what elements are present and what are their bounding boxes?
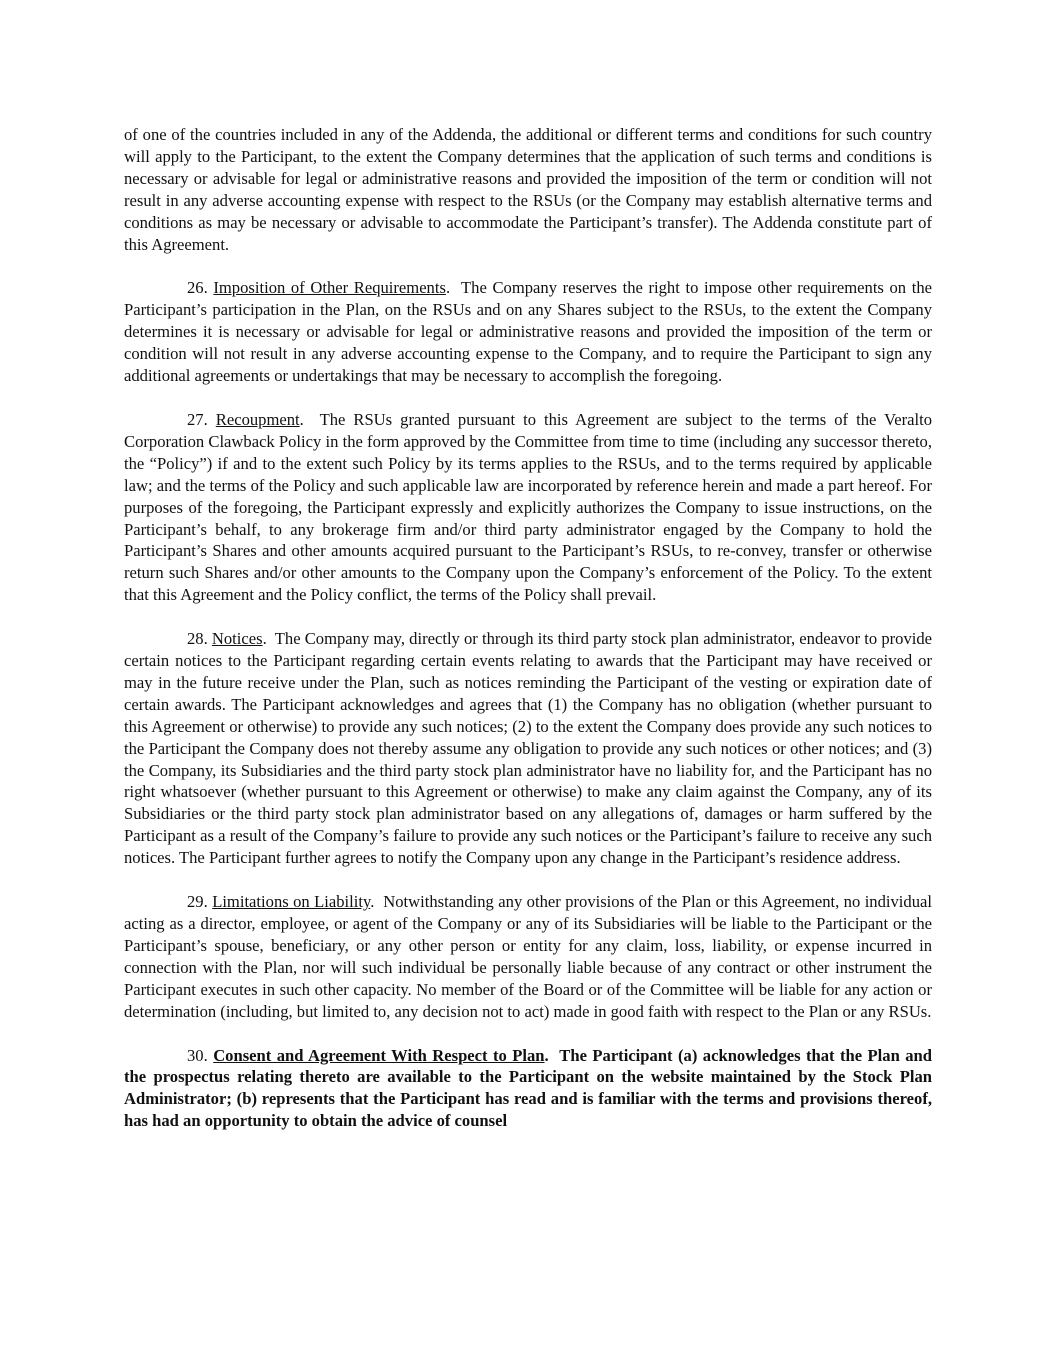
section-body: The Company may, directly or through its third party stock plan administrator, endeavor to provide certain notices to the Participant regarding certain events relating to awards that the Participant may have received or may in the future receive under the Plan, such as notices reminding the Participant of the vesting or expiration date of certain awards. The Participant acknowledges and agrees that (1) the Company has no obligation (whether pursuant to this Agreement or otherwise) to provide any such notices; (2) to the extent the Company does provide any such notices to the Participant the Company does not thereby assume any obligation to provide any such notices or other notices; and (3) the Company, its Subsidiaries and the third party stock plan administrator have no liability for, and the Participant has no right whatsoever (whether pursuant to this Agreement or otherwise) to make any claim against the Company, any of its Subsidiaries or the third party stock plan administrator based on any allegations of, damages or harm suffered by the Participant as a result of the Company’s failure to provide any such notices or the Participant’s failure to receive any such notices. The Participant further agrees to notify the Company upon any change in the Participant’s residence address. — [124, 629, 933, 868]
section-number: 28. — [187, 629, 208, 649]
section-body: The RSUs granted pursuant to this Agreement are subject to the terms of the Veralto Corporation Clawback Policy in the form approved by the Committee from time to time (including any successor thereto, the “Policy”) if and to the extent such Policy by its terms applies to the RSUs, and to the terms required by applicable law; and the terms of the Policy and such applicable law are incorporated by reference herein and made a part hereof. For purposes of the foregoing, the Participant expressly and explicitly authorizes the Company to issue instructions, on the Participant’s behalf, to any brokerage firm and/or third party administrator engaged by the Company to hold the Participant’s Shares and other amounts acquired pursuant to the Participant’s RSUs, to re-convey, transfer or otherwise return such Shares and/or other amounts to the Company upon the Company’s enforcement of the Policy. To the extent that this Agreement and the Policy conflict, the terms of the Policy shall prevail. — [124, 409, 933, 605]
section-body: Notwithstanding any other provisions of the Plan or this Agreement, no individual acting as a director, employee, or agent of the Company or any of its Subsidiaries will be liable to the Participant or the Participant’s spouse, beneficiary, or any other person or entity for any claim, loss, liability, or expense incurred in connection with the Plan, nor will such individual be personally liable because of any contract or other instrument the Participant executes in such other capacity. No member of the Board or of the Committee will be liable for any action or determination (including, but limited to, any decision not to act) made in good faith with respect to the Plan or any RSUs. — [124, 892, 932, 1021]
section-number: 27. — [187, 409, 208, 429]
section-body: The Company reserves the right to impose other requirements on the Participant’s participation in the Plan, on the RSUs and on any Shares subject to the RSUs, to the extent the Company determines it is necessary or advisable for legal or administrative reasons and provided the imposition of the term or condition will not result in any adverse accounting expense to the Company, and to require the Participant to sign any additional agreements or undertakings that may be necessary to accomplish the foregoing. — [124, 278, 932, 386]
continuation-paragraph: of one of the countries included in any of the Addenda, the additional or different terms and conditions for such country will apply to the Participant, to the extent the Company determines that the application of such terms and conditions is necessary or advisable for legal or administrative reasons and provided the imposition of the term or condition will not result in any adverse accounting expense with respect to the RSUs (or the Company may establish alternative terms and conditions as may be necessary or advisable to accommodate the Participant’s transfer). The Addenda constitute part of this Agreement. — [124, 125, 932, 254]
section-number: 29. — [187, 892, 208, 912]
section-26: 26. Imposition of Other Requirements. The Company reserves the right to impose other requirements on the Participant’s participation in the Plan, on the RSUs and on any Shares subject to the RSUs, to the extent the Company determines it is necessary or advisable for legal or administrative reasons and provided the imposition of the term or condition will not result in any adverse accounting expense to the Company, and to require the Participant to sign any additional agreements or undertakings that may be necessary to accomplish the foregoing. — [124, 278, 932, 386]
section-heading: Notices — [211, 629, 263, 649]
section-heading: Imposition of Other Requirements — [213, 278, 446, 298]
section-heading: Consent and Agreement With Respect to Plan — [213, 1045, 545, 1065]
section-body: The Participant (a) acknowledges that the Plan and the prospectus relating thereto are available to the Participant on the website maintained by the Stock Plan Administrator; (b) represents that the Participant has read and is familiar with the terms and provisions thereof, has had an opportunity to obtain the advice of counsel — [124, 1045, 933, 1131]
document-page — [124, 124, 932, 1154]
section-27: 27. Recoupment. The RSUs granted pursuant to this Agreement are subject to the terms of the Veralto Corporation Clawback Policy in the form approved by the Committee from time to time (including any successor thereto, the “Policy”) if and to the extent such Policy by its terms applies to the RSUs, and to the terms required by applicable law; and the terms of the Policy and such applicable law are incorporated by reference herein and made a part hereof. For purposes of the foregoing, the Participant expressly and explicitly authorizes the Company to issue instructions, on the Participant’s behalf, to any brokerage firm and/or third party administrator engaged by the Company to hold the Participant’s Shares and other amounts acquired pursuant to the Participant’s RSUs, to re-convey, transfer or otherwise return such Shares and/or other amounts to the Company upon the Company’s enforcement of the Policy. To the extent that this Agreement and the Policy conflict, the terms of the Policy shall prevail. — [124, 409, 933, 605]
section-heading: Limitations on Liability — [212, 892, 371, 912]
section-heading: Recoupment — [215, 409, 300, 429]
section-number: 26. — [187, 278, 208, 298]
section-29: 29. Limitations on Liability. Notwithstanding any other provisions of the Plan or this Agreement, no individual acting as a director, employee, or agent of the Company or any of its Subsidiaries will be liable to the Participant or the Participant’s spouse, beneficiary, or any other person or entity for any claim, loss, liability, or expense incurred in connection with the Plan, nor will such individual be personally liable because of any contract or other instrument the Participant executes in such other capacity. No member of the Board or of the Committee will be liable for any action or determination (including, but limited to, any decision not to act) made in good faith with respect to the Plan or any RSUs. — [124, 892, 932, 1021]
section-28: 28. Notices. The Company may, directly or through its third party stock plan administrator, endeavor to provide certain notices to the Participant regarding certain events relating to awards that the Participant may have received or may in the future receive under the Plan, such as notices reminding the Participant of the vesting or expiration date of certain awards. The Participant acknowledges and agrees that (1) the Company has no obligation (whether pursuant to this Agreement or otherwise) to provide any such notices; (2) to the extent the Company does provide any such notices to the Participant the Company does not thereby assume any obligation to provide any such notices or other notices; and (3) the Company, its Subsidiaries and the third party stock plan administrator have no liability for, and the Participant has no right whatsoever (whether pursuant to this Agreement or otherwise) to make any claim against the Company, any of its Subsidiaries or the third party stock plan administrator based on any allegations of, damages or harm suffered by the Participant as a result of the Company’s failure to provide any such notices or the Participant’s failure to receive any such notices. The Participant further agrees to notify the Company upon any change in the Participant’s residence address. — [124, 629, 933, 868]
section-number: 30. — [187, 1045, 208, 1065]
section-30: 30. Consent and Agreement With Respect to Plan. The Participant (a) acknowledges that the Plan and the prospectus relating thereto are available to the Participant on the website maintained by the Stock Plan Administrator; (b) represents that the Participant has read and is familiar with the terms and provisions thereof, has had an opportunity to obtain the advice of counsel — [124, 1045, 933, 1131]
